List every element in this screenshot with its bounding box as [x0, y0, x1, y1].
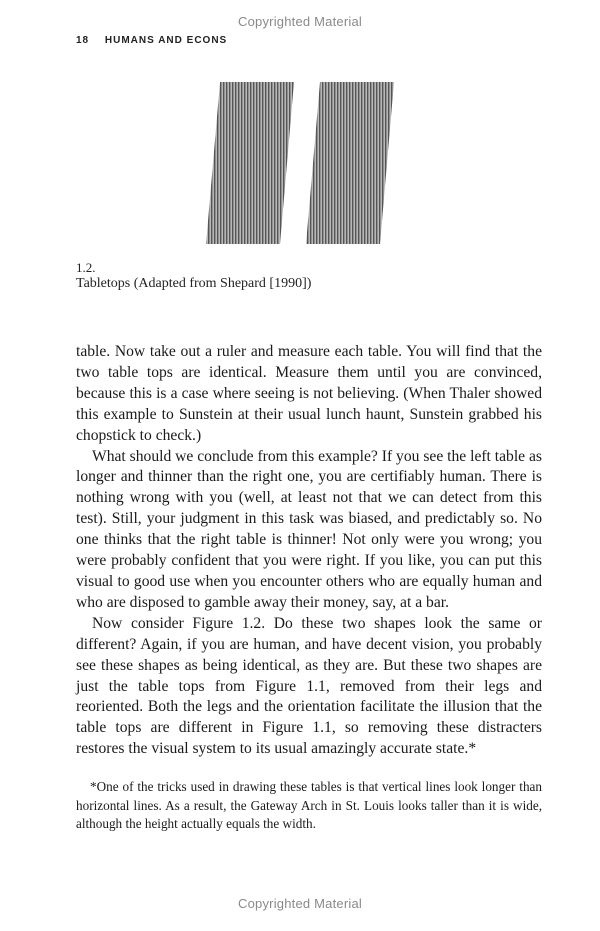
copyright-watermark-bottom: Copyrighted Material — [238, 896, 362, 911]
footnote — [76, 778, 542, 834]
tabletops-figure — [196, 80, 406, 246]
figure-caption-number: 1.2. — [76, 260, 96, 275]
paragraph: What should we conclude from this example? If you see the left table as longer and thinner than the right one, you are certifiably human. There is nothing wrong with you (well, at least not that we can detect from this test). Still, your judgment in this task was biased, and predictably so. No one thinks that the right table is thinner! Not only were you wrong; you were probably confident that you were right. If you like, you can put this visual to good use when you encounter others who are equally human and who are disposed to gamble away their money, say, at a bar. — [76, 447, 542, 611]
paragraph: table. Now take out a ruler and measure each table. You will find that the two table tops are identical. Measure them until you are convinced, because this is a case where seeing is not believing. (When Thaler showed this example to Sunstein at their usual lunch haunt, Sunstein grabbed his chopstick to check.) — [76, 343, 542, 444]
running-head — [76, 35, 227, 46]
left-table-top — [206, 82, 294, 244]
figure-caption: Tabletops (Adapted from Shepard [1990]) — [76, 276, 312, 291]
page-number: 18 — [76, 35, 90, 46]
copyright-watermark-top: Copyrighted Material — [238, 14, 362, 29]
right-table-top — [306, 82, 394, 244]
paragraph: Now consider Figure 1.2. Do these two shapes look the same or different? Again, if you are human, and have decent vision, you probably see these shapes as being identical, as they are. But these two shapes are just the table tops from Figure 1.1, removed from their legs and reoriented. Both the legs and the orientation facilitate the illusion that the table tops are different in Figure 1.1, so removing these distracters restores the visual system to its usual amazingly accurate state.* — [76, 614, 542, 758]
body-text — [76, 342, 542, 760]
running-head-title: HUMANS AND ECONS — [104, 35, 228, 46]
footnote-text: *One of the tricks used in drawing these tables is that vertical lines look longer than horizontal lines. As a result, the Gateway Arch in St. Louis looks taller than it is wide, although the height actually equals the width. — [76, 779, 542, 831]
